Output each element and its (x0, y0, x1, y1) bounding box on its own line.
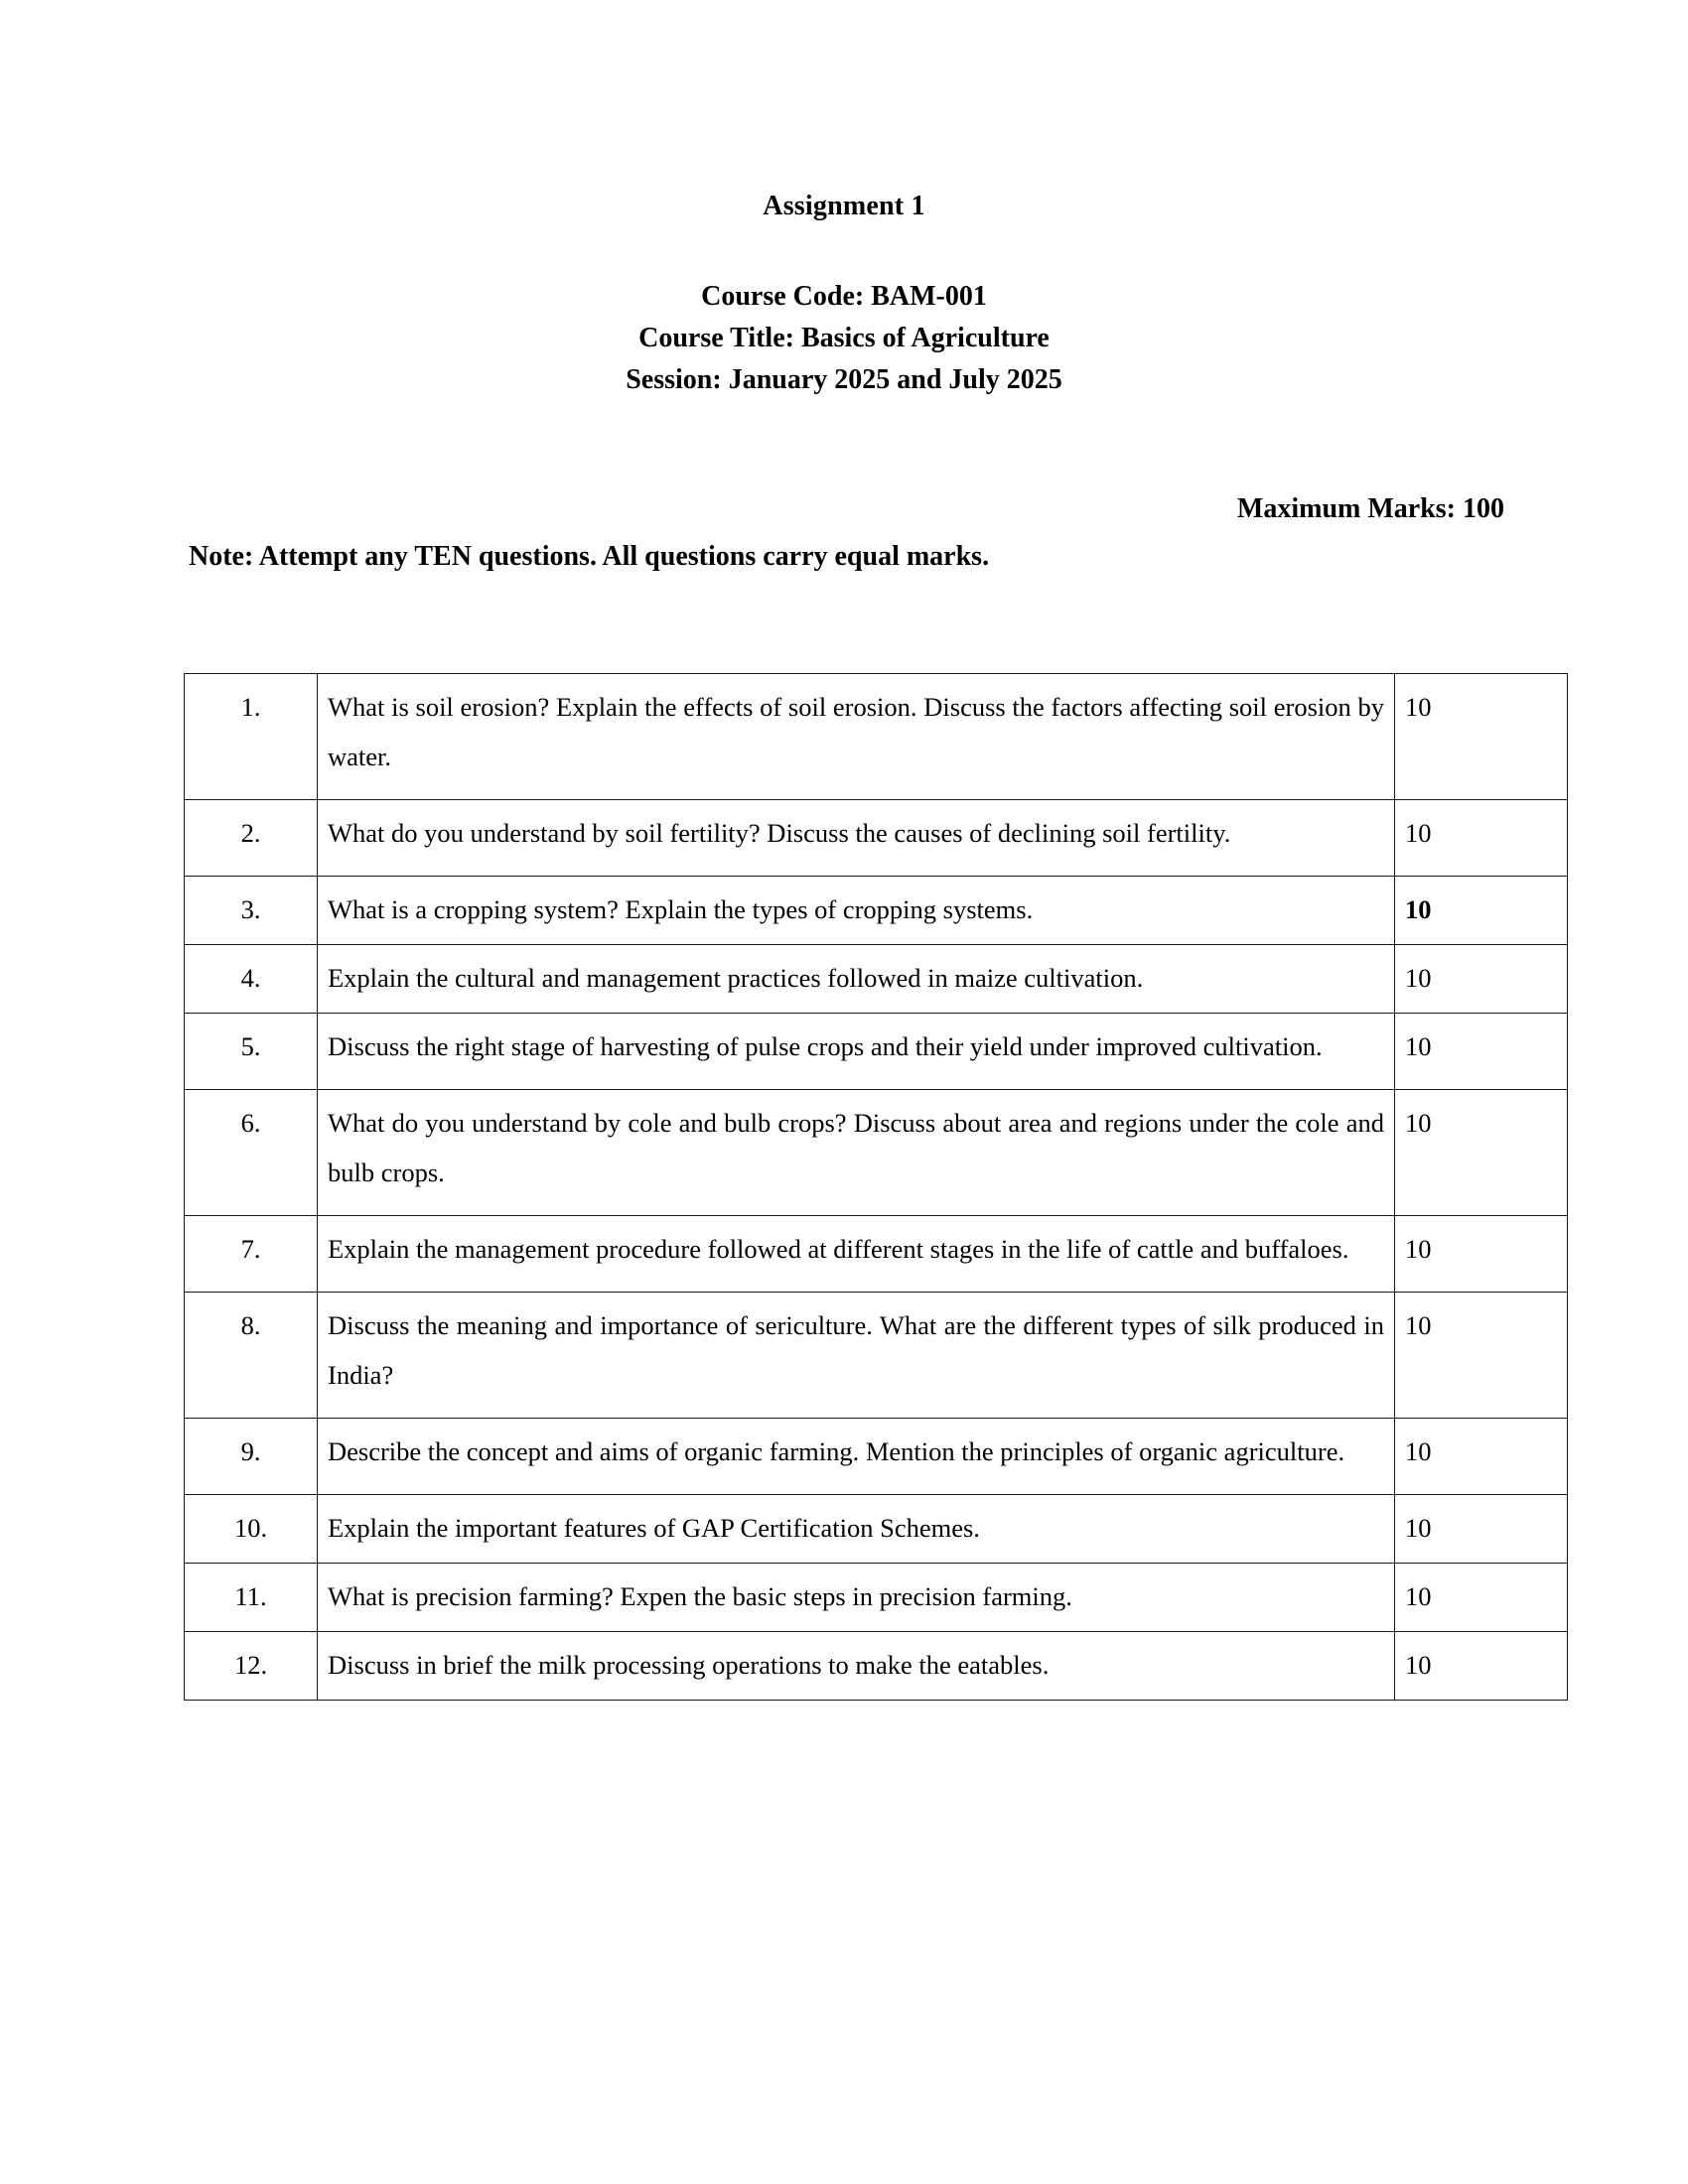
table-row (185, 800, 1568, 877)
question-text: What do you understand by cole and bulb crops? Discuss about area and regions under the cole and bulb crops. (318, 1090, 1395, 1216)
question-text: What is precision farming? Expen the basic steps in precision farming. (318, 1564, 1395, 1632)
question-text: Discuss the right stage of harvesting of pulse crops and their yield under improved cultivation. (318, 1014, 1395, 1090)
question-text: Describe the concept and aims of organic farming. Mention the principles of organic agriculture. (318, 1419, 1395, 1495)
instructions-note: Note: Attempt any TEN questions. All questions carry equal marks. (189, 541, 990, 572)
question-text: What is soil erosion? Explain the effects of soil erosion. Discuss the factors affecting soil erosion by water. (318, 674, 1395, 800)
question-number: 8. (185, 1293, 318, 1419)
question-marks: 10 (1395, 1216, 1568, 1293)
question-number: 10. (185, 1495, 318, 1564)
table-row (185, 1293, 1568, 1419)
question-number: 6. (185, 1090, 318, 1216)
question-marks: 10 (1395, 1419, 1568, 1495)
table-row (185, 1495, 1568, 1564)
question-number: 3. (185, 877, 318, 945)
question-text: Explain the cultural and management practices followed in maize cultivation. (318, 945, 1395, 1014)
question-marks: 10 (1395, 1090, 1568, 1216)
table-row (185, 1419, 1568, 1495)
question-marks: 10 (1395, 1632, 1568, 1701)
question-text: Discuss the meaning and importance of sericulture. What are the different types of silk produced in India? (318, 1293, 1395, 1419)
course-session: Session: January 2025 and July 2025 (626, 364, 1062, 395)
table-row (185, 1216, 1568, 1293)
question-number: 5. (185, 1014, 318, 1090)
question-marks: 10 (1395, 877, 1568, 945)
question-marks: 10 (1395, 1293, 1568, 1419)
question-text: What is a cropping system? Explain the types of cropping systems. (318, 877, 1395, 945)
table-row (185, 945, 1568, 1014)
question-marks: 10 (1395, 1495, 1568, 1564)
table-row (185, 877, 1568, 945)
table-row (185, 1564, 1568, 1632)
table-row (185, 1090, 1568, 1216)
question-marks: 10 (1395, 800, 1568, 877)
question-number: 9. (185, 1419, 318, 1495)
question-number: 4. (185, 945, 318, 1014)
question-marks: 10 (1395, 945, 1568, 1014)
question-number: 7. (185, 1216, 318, 1293)
maximum-marks: Maximum Marks: 100 (1236, 493, 1504, 524)
question-number: 2. (185, 800, 318, 877)
question-number: 12. (185, 1632, 318, 1701)
question-marks: 10 (1395, 1564, 1568, 1632)
questions-table (184, 673, 1568, 1701)
table-row (185, 1632, 1568, 1701)
question-marks: 10 (1395, 674, 1568, 800)
table-row (185, 1014, 1568, 1090)
question-text: What do you understand by soil fertility? Discuss the causes of declining soil fertility. (318, 800, 1395, 877)
question-text: Discuss in brief the milk processing operations to make the eatables. (318, 1632, 1395, 1701)
question-text: Explain the important features of GAP Certification Schemes. (318, 1495, 1395, 1564)
page-title: Assignment 1 (763, 191, 925, 221)
course-info-block (0, 276, 1688, 401)
question-marks: 10 (1395, 1014, 1568, 1090)
course-title: Course Title: Basics of Agriculture (638, 323, 1050, 353)
question-number: 1. (185, 674, 318, 800)
question-text: Explain the management procedure followed at different stages in the life of cattle and buffaloes. (318, 1216, 1395, 1293)
question-number: 11. (185, 1564, 318, 1632)
course-code: Course Code: BAM-001 (701, 281, 987, 312)
table-row (185, 674, 1568, 800)
